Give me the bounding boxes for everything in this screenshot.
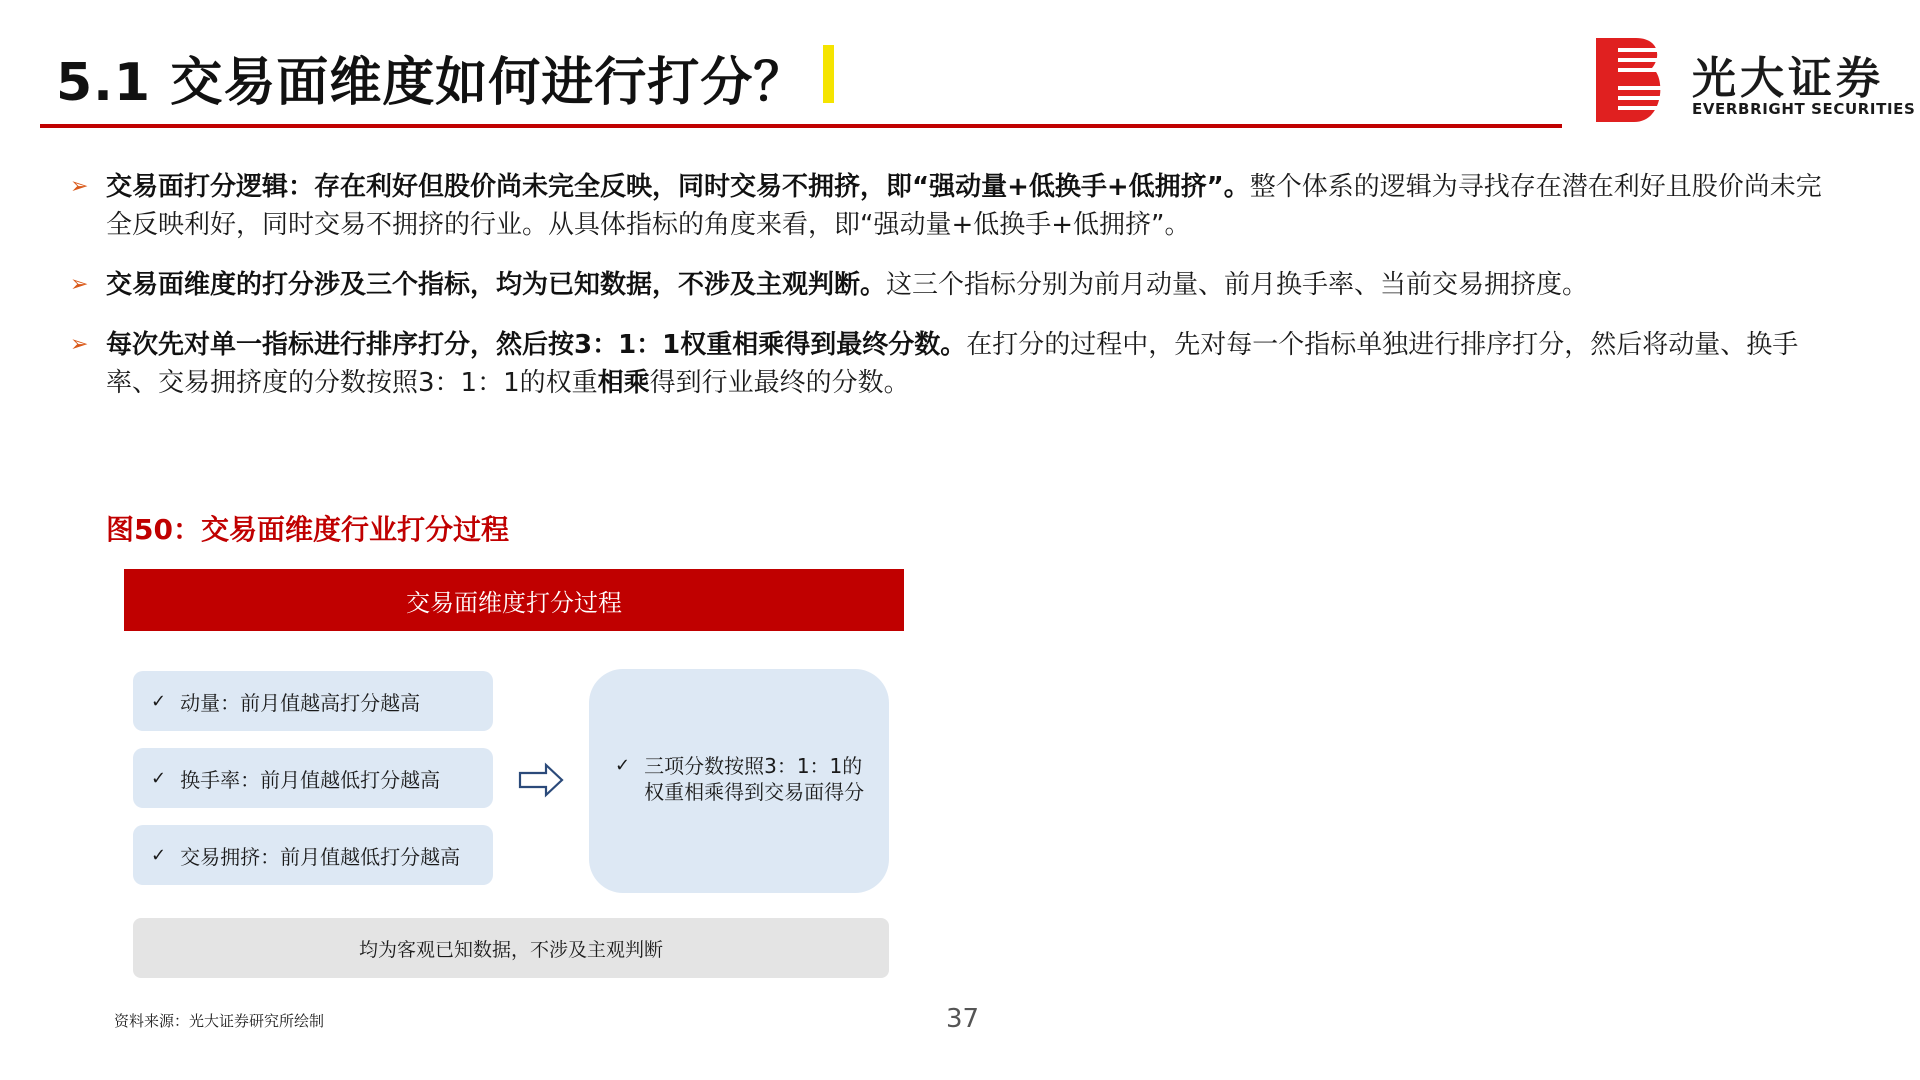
bullet-bold-text: 交易面维度的打分涉及三个指标，均为已知数据，不涉及主观判断。 xyxy=(106,270,887,300)
source-note: 资料来源：光大证券研究所绘制 xyxy=(114,1012,325,1030)
bullet-bold-inline: 相乘 xyxy=(597,368,650,398)
arrow-bullet-icon: ➢ xyxy=(70,174,89,199)
arrow-bullet-icon: ➢ xyxy=(70,272,89,297)
company-logo xyxy=(1596,38,1916,122)
title-underline xyxy=(40,124,1562,128)
criterion-box-crowding xyxy=(133,825,493,885)
bullet-item-3 xyxy=(70,326,1840,402)
logo-chinese-text: 光大证券 xyxy=(1692,53,1884,104)
result-text xyxy=(644,753,864,893)
everbright-logo-icon xyxy=(1596,38,1666,122)
check-icon: ✓ xyxy=(151,690,167,712)
bullet-text-tail: 得到行业最终的分数。 xyxy=(649,368,910,398)
bullet-text: 这三个指标分别为前月动量、前月换手率、当前交易拥挤度。 xyxy=(886,270,1589,300)
result-line-2: 权重相乘得到交易面得分 xyxy=(644,780,865,804)
criterion-box-turnover xyxy=(133,748,493,808)
check-icon: ✓ xyxy=(615,755,631,776)
page-number: 37 xyxy=(946,1004,980,1034)
flow-header: 交易面维度打分过程 xyxy=(124,569,904,631)
bullet-text: 在打分的过程中，先对每一个指标单独进行排序打分，然后将动量、换手率、交易拥挤度的分数按照3：1：1的权重 xyxy=(106,330,1799,398)
check-icon: ✓ xyxy=(151,844,167,866)
bullet-text: 整个体系的逻辑为寻找存在潜在利好且股价尚未完全反映利好，同时交易不拥挤的行业。从具体指标的角度来看，即“强动量+低换手+低拥挤”。 xyxy=(106,172,1822,240)
bullet-item-1 xyxy=(70,168,1840,244)
criterion-box-momentum xyxy=(133,671,493,731)
bullet-list xyxy=(70,168,1840,424)
bullet-bold-text: 交易面打分逻辑：存在利好但股价尚未完全反映，同时交易不拥挤，即“强动量+低换手+低拥挤”。 xyxy=(106,172,1250,202)
result-box xyxy=(589,669,889,893)
logo-english-text: EVERBRIGHT SECURITIES xyxy=(1692,100,1916,118)
title-accent-mark xyxy=(823,45,834,103)
bullet-bold-text: 每次先对单一指标进行排序打分，然后按3：1：1权重相乘得到最终分数。 xyxy=(106,330,967,360)
right-arrow-icon xyxy=(518,760,564,800)
bullet-item-2 xyxy=(70,266,1840,304)
criterion-label: 换手率：前月值越低打分越高 xyxy=(180,767,441,792)
objective-data-note: 均为客观已知数据，不涉及主观判断 xyxy=(133,918,889,978)
page-title: 5.1 交易面维度如何进行打分？ xyxy=(56,53,807,113)
result-line-1: 三项分数按照3：1：1的 xyxy=(644,754,863,778)
figure-title: 图50：交易面维度行业打分过程 xyxy=(106,513,509,546)
arrow-bullet-icon: ➢ xyxy=(70,332,89,357)
criterion-label: 交易拥挤：前月值越低打分越高 xyxy=(180,844,461,869)
check-icon: ✓ xyxy=(151,767,167,789)
criterion-label: 动量：前月值越高打分越高 xyxy=(180,690,421,715)
